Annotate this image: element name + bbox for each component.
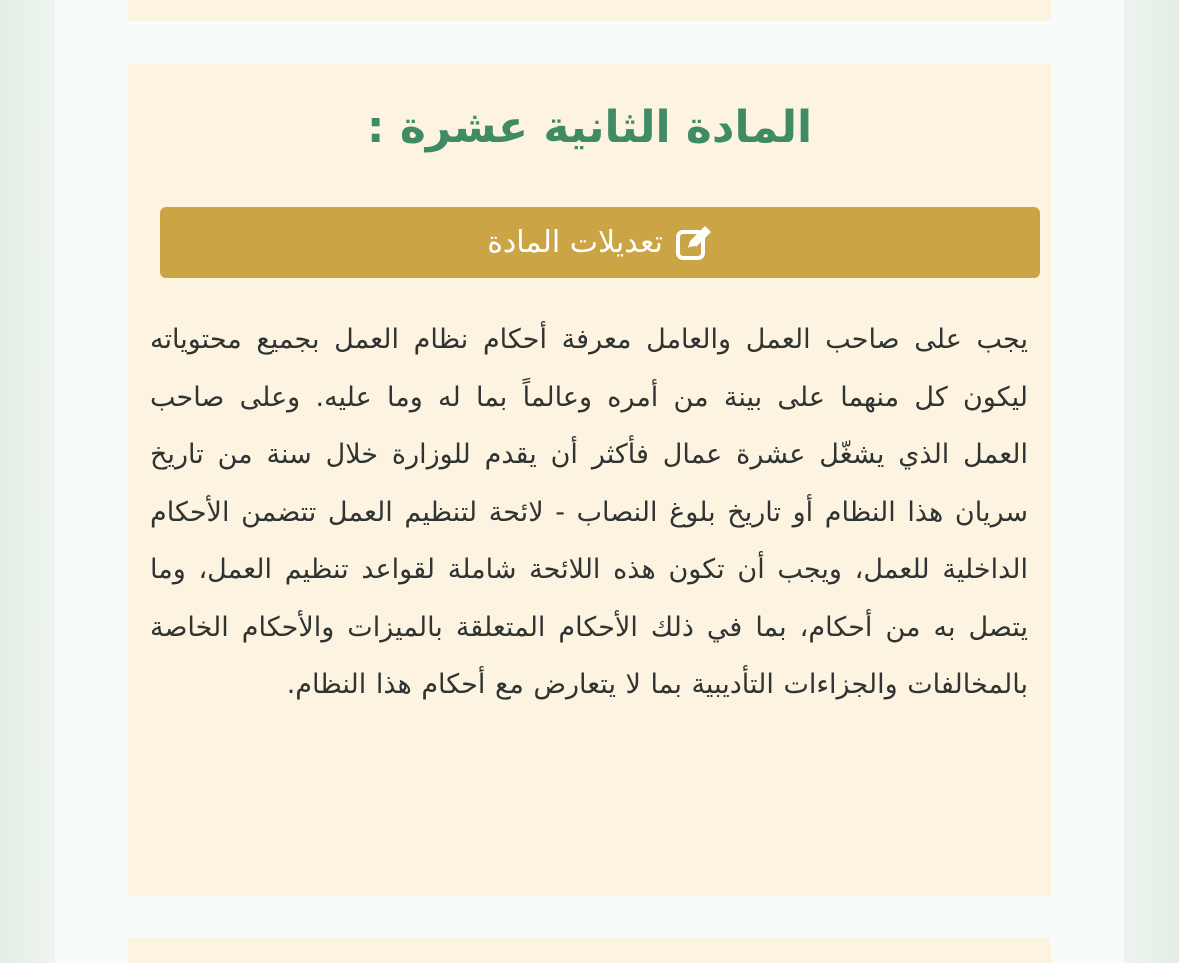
article-body-text: يجب على صاحب العمل والعامل معرفة أحكام نظام العمل بجميع محتوياته ليكون كل منهما على بينة من أمره وعالماً بما له وما عليه. وعلى صاحب العمل الذي يشغّل عشرة عمال فأكثر أن يقدم للوزارة خلال سنة من تاريخ سريان هذا النظام أو تاريخ بلوغ النصاب - لائحة لتنظيم العمل تتضمن الأحكام الداخلية للعمل، ويجب أن تكون هذه اللائحة شاملة لقواعد تنظيم العمل، وما يتصل به من أحكام، بما في ذلك الأحكام المتعلقة بالميزات والأحكام الخاصة بالمخالفات والجزاءات التأديبية بما لا يتعارض مع أحكام هذا النظام. [150, 324, 1028, 700]
next-article-card [128, 938, 1051, 963]
article-title: المادة الثانية عشرة : [366, 102, 813, 153]
article-amendments-button[interactable] [160, 207, 1040, 278]
previous-article-card [128, 0, 1051, 21]
article-amendments-label: تعديلات المادة [487, 225, 663, 260]
edit-icon [675, 224, 713, 262]
